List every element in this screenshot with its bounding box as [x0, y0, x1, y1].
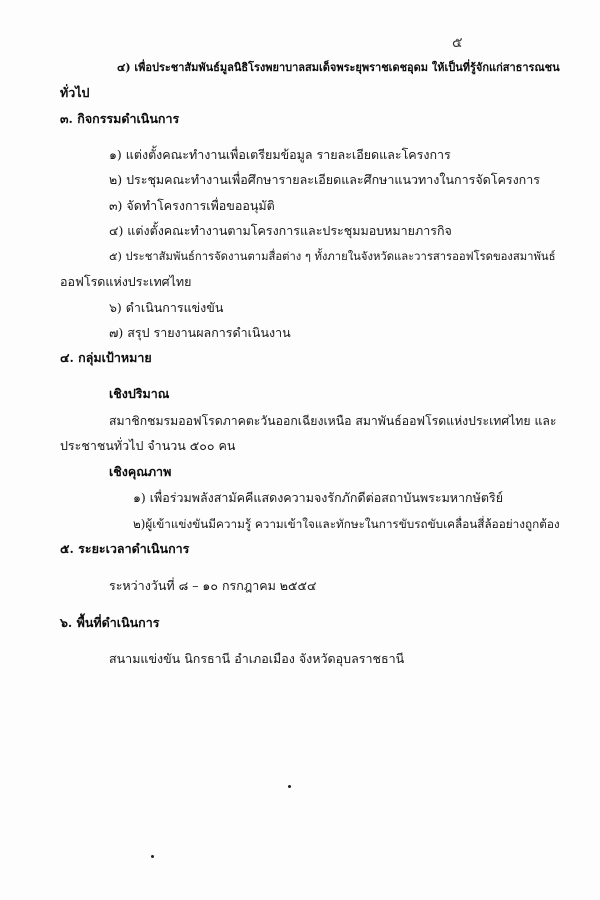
quantity-line-1: สมาชิกชมรมออฟโรดภาคตะวันออกเฉียงเหนือ สมาพันธ์ออฟโรดแห่งประเทศไทย และ [109, 414, 557, 428]
location-heading: ๖. พื้นที่ดำเนินการ [60, 615, 160, 630]
activities-heading: ๓. กิจกรรมดำเนินการ [60, 111, 180, 126]
quality-heading: เชิงคุณภาพ [109, 464, 172, 479]
activity-item-2: ๒) ประชุมคณะทำงานเพื่อศึกษารายละเอียดและศึกษาแนวทางในการจัดโครงการ [109, 172, 540, 187]
activity-item-3: ๓) จัดทำโครงการเพื่อขออนุมัติ [109, 198, 275, 213]
activity-item-4: ๔) แต่งตั้งคณะทำงานตามโครงการและประชุมมอบหมายภารกิจ [109, 223, 452, 238]
activity-item-6: ๖) ดำเนินการแข่งขัน [109, 300, 224, 315]
scan-speck [151, 855, 154, 858]
quantity-heading: เชิงปริมาณ [109, 386, 170, 401]
duration-text: ระหว่างวันที่ ๘ – ๑๐ กรกฎาคม ๒๕๕๔ [109, 578, 317, 593]
location-text: สนามแข่งขัน นิกรธานี อำเภอเมือง จังหวัดอุบลราชธานี [109, 651, 405, 666]
page-number-mark: ๕ [452, 35, 463, 51]
target-group-heading: ๔. กลุ่มเป้าหมาย [60, 350, 152, 365]
quality-item-2: ๒)ผู้เข้าแข่งขันมีความรู้ ความเข้าใจและทักษะในการขับรถขับเคลื่อนสี่ล้ออย่างถูกต้อง [133, 517, 560, 531]
activity-item-5-continued: ออฟโรดแห่งประเทศไทย [60, 274, 192, 289]
scan-speck [288, 785, 291, 788]
quantity-line-2: ประชาชนทั่วไป จำนวน ๕๐๐ คน [60, 438, 236, 453]
objective-4-line-2: ทั่วไป [60, 85, 90, 100]
duration-heading: ๕. ระยะเวลาดำเนินการ [60, 541, 190, 556]
activity-item-5: ๕) ประชาสัมพันธ์การจัดงานตามสื่อต่าง ๆ ทั้งภายในจังหวัดและวารสารออฟโรดของสมาพันธ์ [109, 250, 556, 263]
quality-item-1: ๑) เพื่อร่วมพลังสามัคคีแสดงความจงรักภักดีต่อสถาบันพระมหากษัตริย์ [133, 490, 504, 505]
activity-item-7: ๗) สรุป รายงานผลการดำเนินงาน [109, 325, 291, 340]
activity-item-1: ๑) แต่งตั้งคณะทำงานเพื่อเตรียมข้อมูล รายละเอียดและโครงการ [109, 147, 451, 162]
objective-4-line-1: ๔) เพื่อประชาสัมพันธ์มูลนิธิโรงพยาบาลสมเด็จพระยุพราชเดชอุดม ให้เป็นที่รู้จักแก่สาธารณชน [117, 61, 560, 74]
